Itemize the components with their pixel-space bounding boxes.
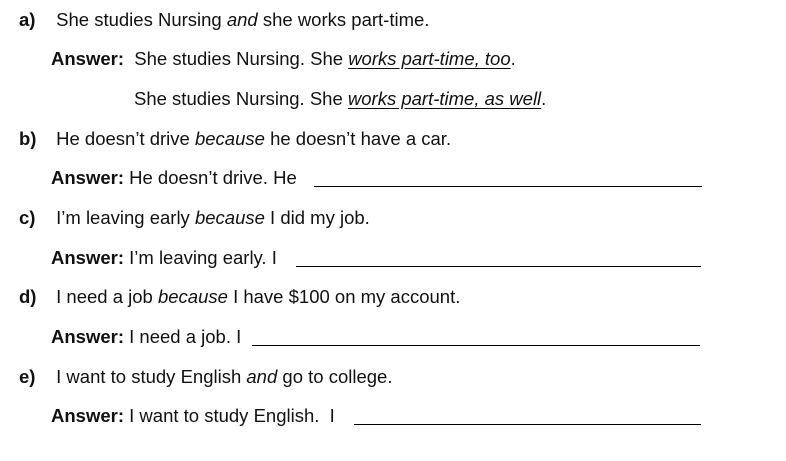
answer-period: . <box>510 48 516 69</box>
exercise-d-question <box>19 286 460 308</box>
question-text: I need a job <box>56 286 153 307</box>
answer-prefix: He doesn’t drive. He <box>129 167 297 188</box>
exercise-label: c) <box>19 207 36 228</box>
exercise-label: d) <box>19 286 37 307</box>
answer-blank-d[interactable] <box>252 345 700 346</box>
answer-label: Answer: <box>51 247 124 268</box>
conjunction: because <box>194 207 265 228</box>
question-text: she works part-time. <box>262 9 430 30</box>
exercise-a-answer <box>51 48 516 70</box>
answer-prefix: She studies Nursing. She <box>134 88 343 109</box>
conjunction: because <box>194 128 265 149</box>
question-text: I want to study English <box>56 366 242 387</box>
answer-prefix: I want to study English. I <box>129 405 335 426</box>
exercise-e-answer <box>51 405 335 427</box>
conjunction: and <box>226 9 258 30</box>
answer-example-fill: works part-time, as well <box>347 88 542 109</box>
answer-prefix: She studies Nursing. She <box>134 48 344 69</box>
question-text: I’m leaving early <box>56 207 190 228</box>
exercise-e-question <box>19 366 392 388</box>
conjunction: and <box>246 366 278 387</box>
answer-prefix: I’m leaving early. I <box>129 247 277 268</box>
answer-blank-b[interactable] <box>314 186 702 187</box>
answer-blank-e[interactable] <box>354 424 701 425</box>
answer-label: Answer: <box>51 405 124 426</box>
exercise-label: b) <box>19 128 37 149</box>
answer-label: Answer: <box>51 167 124 188</box>
question-text: he doesn’t have a car. <box>270 128 452 149</box>
question-text: go to college. <box>282 366 393 387</box>
exercise-c-answer <box>51 247 277 269</box>
question-text: He doesn’t drive <box>56 128 190 149</box>
exercise-c-question <box>19 207 370 229</box>
question-text: I did my job. <box>270 207 370 228</box>
exercise-label: a) <box>19 9 36 30</box>
exercise-a-alt-answer <box>134 88 546 110</box>
answer-label: Answer: <box>51 326 124 347</box>
answer-example-fill: works part-time, too <box>348 48 511 69</box>
exercise-label: e) <box>19 366 36 387</box>
answer-label: Answer: <box>51 48 124 69</box>
question-text: I have $100 on my account. <box>233 286 461 307</box>
conjunction: because <box>157 286 228 307</box>
answer-period: . <box>541 88 547 109</box>
answer-blank-c[interactable] <box>296 266 701 267</box>
exercise-d-answer <box>51 326 241 348</box>
exercise-a-question <box>19 9 429 31</box>
answer-prefix: I need a job. I <box>129 326 242 347</box>
exercise-b-question <box>19 128 451 150</box>
question-text: She studies Nursing <box>56 9 222 30</box>
exercise-b-answer <box>51 167 297 189</box>
